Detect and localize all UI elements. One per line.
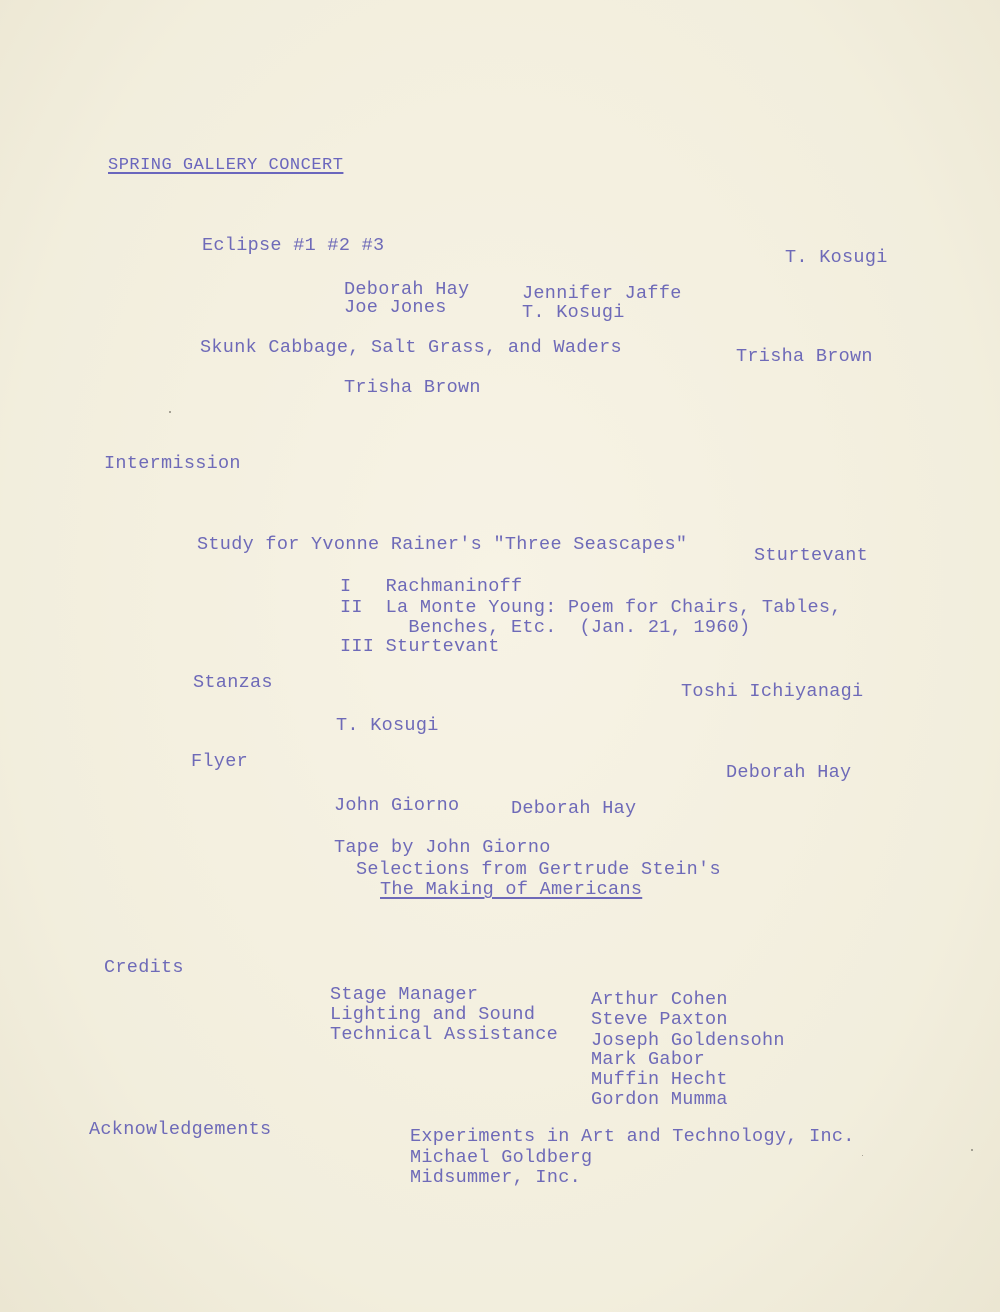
acknowledgement-entry: Midsummer, Inc. <box>410 1167 582 1188</box>
credit-name: Mark Gabor <box>591 1049 706 1070</box>
credit-name: Muffin Hecht <box>591 1069 728 1090</box>
acknowledgement-entry: Experiments in Art and Technology, Inc. <box>410 1126 855 1147</box>
skunk-cabbage-composer: Trisha Brown <box>736 346 873 367</box>
flyer-performer: Deborah Hay <box>511 798 637 819</box>
stanzas-performer: T. Kosugi <box>336 715 439 736</box>
paper-speck <box>169 411 171 413</box>
flyer-performer: John Giorno <box>334 795 460 816</box>
study-movement: II La Monte Young: Poem for Chairs, Tables, <box>340 597 842 618</box>
skunk-cabbage-title: Skunk Cabbage, Salt Grass, and Waders <box>200 337 622 358</box>
eclipse-performer: Joe Jones <box>344 297 447 318</box>
page-title: SPRING GALLERY CONCERT <box>108 156 344 175</box>
flyer-tape-line: Tape by John Giorno <box>334 837 551 858</box>
paper-speck <box>862 1155 863 1156</box>
study-movement: III Sturtevant <box>340 636 500 657</box>
eclipse-performer: T. Kosugi <box>522 302 625 323</box>
study-composer: Sturtevant <box>754 545 869 566</box>
flyer-selections-line: Selections from Gertrude Stein's <box>356 859 721 880</box>
eclipse-performer: Jennifer Jaffe <box>522 283 682 304</box>
eclipse-composer: T. Kosugi <box>785 247 888 268</box>
study-movement: I Rachmaninoff <box>340 576 523 597</box>
acknowledgement-entry: Michael Goldberg <box>410 1147 593 1168</box>
acknowledgements-heading: Acknowledgements <box>89 1119 272 1140</box>
skunk-cabbage-performer: Trisha Brown <box>344 377 481 398</box>
credit-role: Lighting and Sound <box>330 1004 536 1025</box>
eclipse-title: Eclipse #1 #2 #3 <box>202 235 385 256</box>
paper-speck <box>971 1149 973 1151</box>
intermission-heading: Intermission <box>104 453 241 474</box>
flyer-composer: Deborah Hay <box>726 762 852 783</box>
flyer-title: Flyer <box>191 751 249 772</box>
credits-heading: Credits <box>104 957 184 978</box>
eclipse-performer: Deborah Hay <box>344 279 470 300</box>
credit-name: Arthur Cohen <box>591 989 728 1010</box>
credit-role: Technical Assistance <box>330 1024 559 1045</box>
credit-name: Steve Paxton <box>591 1009 728 1030</box>
stanzas-title: Stanzas <box>193 672 273 693</box>
flyer-book-title: The Making of Americans <box>380 879 643 900</box>
credit-name: Joseph Goldensohn <box>591 1030 785 1051</box>
study-movement: Benches, Etc. (Jan. 21, 1960) <box>340 617 751 638</box>
credit-role: Stage Manager <box>330 984 479 1005</box>
stanzas-composer: Toshi Ichiyanagi <box>681 681 864 702</box>
study-title: Study for Yvonne Rainer's "Three Seascapes" <box>197 534 688 555</box>
credit-name: Gordon Mumma <box>591 1089 728 1110</box>
